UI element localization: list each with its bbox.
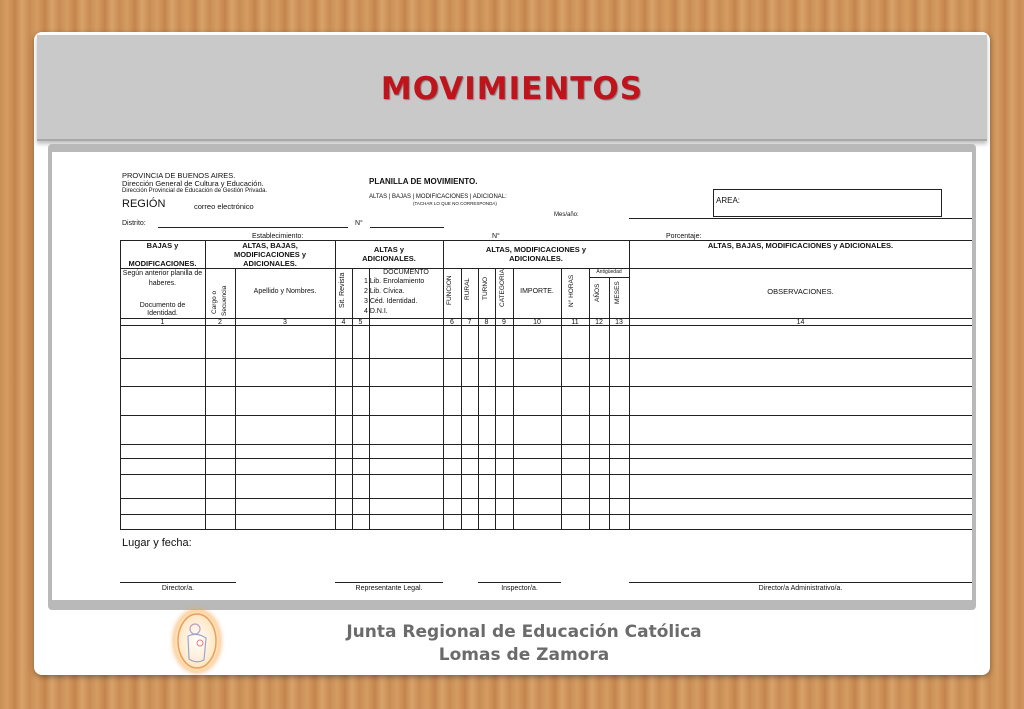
footer-location: Lomas de Zamora bbox=[438, 645, 610, 665]
col-number: 9 bbox=[502, 319, 506, 326]
signature-representante: Representante Legal. bbox=[355, 585, 423, 592]
virgin-icon bbox=[174, 610, 220, 672]
col-number: 8 bbox=[484, 319, 489, 326]
slide-card bbox=[34, 32, 990, 675]
anos-label: AÑOS bbox=[594, 283, 601, 302]
altas-full-header: ALTAS, BAJAS, MODIFICACIONES y ADICIONALES. bbox=[707, 241, 894, 250]
altas-modif-header: ALTAS, MODIFICACIONES y bbox=[485, 245, 587, 254]
mes-ano-label: Mes/año: bbox=[554, 212, 579, 218]
modif-y-header: MODIFICACIONES y bbox=[233, 250, 307, 259]
region-label: REGIÓN bbox=[122, 198, 166, 210]
col-number: 10 bbox=[533, 319, 541, 326]
doc-option-2: 2 Lib. Cívica. bbox=[364, 288, 405, 295]
col-number: 1 bbox=[160, 319, 165, 326]
col-number: 11 bbox=[571, 319, 579, 326]
slide-title: MOVIMIENTOS bbox=[380, 71, 644, 107]
col-number: 5 bbox=[358, 319, 363, 326]
col-number: 7 bbox=[467, 319, 472, 326]
adicionales-header-2: ADICIONALES. bbox=[362, 254, 416, 263]
adicionales-header: ADICIONALES. bbox=[243, 259, 297, 268]
area-box bbox=[713, 189, 942, 217]
junta-logo bbox=[174, 610, 220, 672]
form-image-frame bbox=[48, 144, 976, 610]
categoria-label: CATEGORIA bbox=[499, 269, 506, 307]
cargo-label: Cargo o bbox=[211, 290, 218, 314]
horas-label: N° HORAS bbox=[568, 274, 575, 307]
sit-revista-label: Sit. Revista bbox=[339, 272, 346, 308]
col-number: 4 bbox=[341, 319, 346, 326]
altas-y-header: ALTAS y bbox=[373, 245, 405, 254]
distrito-label: Distrito: bbox=[122, 220, 146, 227]
turno-label: TURNO bbox=[482, 276, 489, 300]
planilla-title: PLANILLA DE MOVIMIENTO. bbox=[369, 177, 478, 186]
funcion-label: FUNCION bbox=[446, 275, 453, 305]
lugar-fecha-label: Lugar y fecha: bbox=[122, 537, 192, 549]
secuencia-label: Secuencia bbox=[221, 285, 228, 316]
tachar-note: (TACHAR LO QUE NO CORRESPONDA) bbox=[413, 201, 497, 206]
bajas-y-header: BAJAS y bbox=[146, 241, 179, 250]
col-number: 6 bbox=[450, 319, 454, 326]
apellido-label: Apellido y Nombres. bbox=[253, 288, 317, 295]
province-line: PROVINCIA DE BUENOS AIRES. bbox=[122, 171, 236, 180]
provincial-direction-line: Dirección Provincial de Educación de Gestión Privada. bbox=[122, 188, 268, 194]
establecimiento-number-label: N° bbox=[492, 233, 500, 240]
col-number: 3 bbox=[283, 319, 287, 326]
importe-label: IMPORTE. bbox=[520, 288, 554, 295]
antiguedad-label: Antigüedad bbox=[596, 269, 622, 275]
segun-label: Según anterior planilla de bbox=[122, 270, 203, 277]
signature-director-administrativo: Director/a Administrativo/a. bbox=[758, 585, 843, 592]
title-bar bbox=[37, 35, 987, 141]
haberes-label: haberes. bbox=[148, 280, 177, 287]
signature-inspector: Inspector/a. bbox=[501, 585, 538, 592]
adicionales-header-3: ADICIONALES. bbox=[509, 254, 563, 263]
col-number: 2 bbox=[218, 319, 222, 326]
doc-option-1: 1 Lib. Enrolamiento bbox=[364, 278, 425, 285]
establecimiento-label: Establecimiento: bbox=[252, 233, 304, 240]
doc-option-3: 3 Céd. Identidad. bbox=[364, 298, 418, 305]
doc-option-4: 4 D.N.I. bbox=[364, 308, 388, 315]
direction-line: Dirección General de Cultura y Educación. bbox=[122, 179, 264, 188]
altas-bajas-header: ALTAS, BAJAS, bbox=[242, 241, 298, 250]
distrito-number-label: N° bbox=[355, 220, 363, 227]
col-number: 13 bbox=[615, 319, 623, 326]
signature-director: Director/a. bbox=[161, 585, 195, 592]
doc-id-label: Documento de bbox=[139, 302, 186, 309]
observaciones-label: OBSERVACIONES. bbox=[767, 287, 834, 296]
area-label: AREA: bbox=[716, 196, 741, 205]
footer-org-name: Junta Regional de Educación Católica bbox=[346, 622, 702, 642]
planilla-form bbox=[52, 152, 972, 600]
modificaciones-header: MODIFICACIONES. bbox=[128, 259, 197, 268]
col-number: 14 bbox=[796, 319, 805, 326]
col-number: 12 bbox=[595, 319, 603, 326]
rural-label: RURAL bbox=[464, 277, 471, 300]
meses-label: MESES bbox=[614, 281, 621, 304]
porcentaje-label: Porcentaje: bbox=[666, 233, 702, 240]
documento-label: DOCUMENTO bbox=[383, 269, 429, 276]
email-label: correo electrónico bbox=[194, 202, 254, 211]
movement-types: ALTAS | BAJAS | MODIFICACIONES | ADICIONAL: bbox=[369, 194, 507, 200]
doc-id-label-2: Identidad. bbox=[147, 310, 178, 317]
